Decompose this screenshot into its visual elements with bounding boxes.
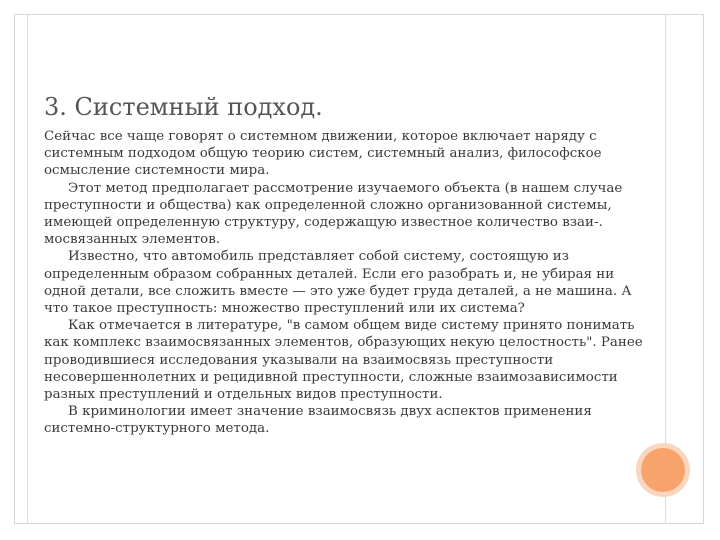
paragraph-1: Сейчас все чаще говорят о системном движении, которое включает наряду с системным подходом общую теорию систем, системный анализ, философское осмысление системности мира. xyxy=(44,129,602,179)
decorative-circle-icon xyxy=(641,448,685,492)
paragraph-5: В криминологии имеет значение взаимосвязь двух аспектов применения системно-структурного метода. xyxy=(44,404,592,437)
paragraph-4: Как отмечается в литературе, "в самом общем виде систему принято понимать как комплекс взаимосвязанных элементов, образующих некую целостность". Ранее проводившиеся исследования указывали на взаимосвязь преступности несовершеннолетних и рецидивной преступности, сложные взаимозависимости разных преступлений и отдельных видов преступности. xyxy=(44,318,643,403)
slide-title: 3. Системный подход. xyxy=(44,93,323,122)
left-border-line xyxy=(27,14,28,524)
paragraph-3: Известно, что автомобиль представляет собой систему, состоящую из определенным образом собранных деталей. Если его разобрать и, не убирая ни одной детали, все сложить вместе — это уже будет груда деталей, а не машина. А что такое преступность: множество преступлений или их система? xyxy=(44,249,632,317)
slide-body xyxy=(44,128,644,438)
paragraph-2: Этот метод предполагает рассмотрение изучаемого объекта (в нашем случае преступности и общества) как определенной сложно организованной системы, имеющей определенную структуру, содержащую известное количество взаи-. мосвязанных элементов. xyxy=(44,180,623,248)
